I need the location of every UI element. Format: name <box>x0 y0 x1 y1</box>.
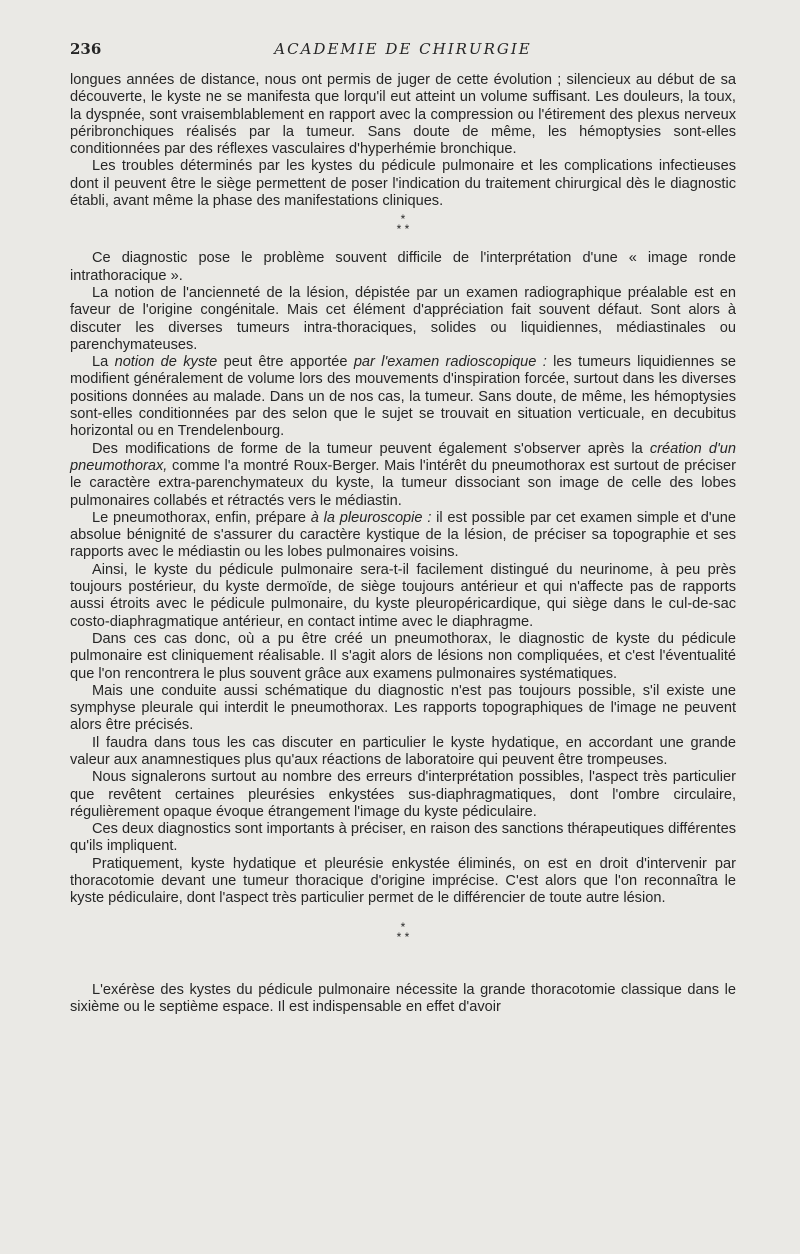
paragraph <box>70 354 736 440</box>
paragraph <box>70 735 736 770</box>
paragraph <box>70 441 736 510</box>
paragraph <box>70 631 736 683</box>
paragraph <box>70 769 736 821</box>
paragraph <box>70 982 736 1017</box>
italic-text: par l'examen radioscopique : <box>353 354 547 371</box>
text-run: longues années de distance, nous ont permis de juger de cette évolution ; silencieux au début de sa découverte, le kyste ne se manifesta que lorqu'il eut atteint un volume suffisant. Les douleurs, la toux, la dyspnée, sont vraisemblablement en rapport avec la compression ou l'étirement des plexus nerveux péribronchiques réalisés par la tumeur. Sans doute de même, les hémoptysies sont-elles conditionnées par des réflexes vasculaires d'hyperhémie bronchique. <box>70 72 736 158</box>
paragraph <box>70 856 736 908</box>
text-run: Les troubles déterminés par les kystes du pédicule pulmonaire et les complications infectieuses dont il peuvent être le siège permettent de poser l'indication du traitement chirurgical dès le diagnostic établi, avant même la phase des manifestations cliniques. <box>70 158 736 210</box>
text-run: Ce diagnostic pose le problème souvent difficile de l'interprétation d'une « image ronde intrathoracique ». <box>70 250 736 284</box>
text-run: Ces deux diagnostics sont importants à préciser, en raison des sanctions thérapeutiques différentes qu'ils impliquent. <box>70 821 736 855</box>
italic-text: notion de kyste <box>114 354 218 371</box>
text-run: Ainsi, le kyste du pédicule pulmonaire sera-t-il facilement distingué du neurinome, à peu près toujours postérieur, du kyste dermoïde, de siège toujours antérieur et qui n'affecte pas de rapports aussi étroits avec le pédicule pulmonaire, du kyste pleuropéricardique, qui siège dans le cul-de-sac costo-diaphragmatique antérieur, en contact intime avec le diaphragme. <box>70 561 736 630</box>
paragraph <box>70 285 736 354</box>
text-run: Des modifications de forme de la tumeur peuvent également s'observer après la <box>92 440 650 457</box>
text-run: comme l'a montré Roux-Berger. Mais l'intérêt du pneumothorax est surtout de préciser le caractère extra-parenchymateux du kyste, la tumeur dissociant son image de celle des lobes pulmonaires collabés et rétractés vers le médiastin. <box>70 457 736 509</box>
text-run: Le pneumothorax, enfin, prépare <box>92 509 311 526</box>
running-title: ACADEMIE DE CHIRURGIE <box>274 40 532 58</box>
text-run: Mais une conduite aussi schématique du diagnostic n'est pas toujours possible, s'il existe une symphyse pleurale qui interdit le pneumothorax. Les rapports topographiques de l'image ne peuvent alors être précisés. <box>70 682 736 734</box>
text-run: les tumeurs liquidiennes se modifient généralement de volume lors des mouvements d'inspiration forcée, surtout dans les diverses positions données au malade. Dans un de nos cas, la tumeur. Sans doute, de même, les hémoptysies sont-elles conditionnées par des selon que le sujet se trouvait en situation verticuale, en decubitus horizontal ou en Trendelenbourg. <box>70 354 736 440</box>
italic-text: à la pleuroscopie : <box>310 509 432 526</box>
text-run: il est possible par cet examen simple et d'une absolue bénignité de s'assurer du caractère kystique de la lésion, de préciser sa topographie et ses rapports avec le médiastin ou les lobes pulmonaires voisins. <box>70 509 737 561</box>
text-run: Pratiquement, kyste hydatique et pleurésie enkystée éliminés, on est en droit d'intervenir par thoracotomie devant une tumeur thoracique d'origine imprécise. C'est alors que l'on reconnaîtra le kyste pédiculaire, dont l'aspect très particulier permet de le différencier de toute autre lésion. <box>70 855 736 907</box>
italic-text: création d'un pneumothorax, <box>70 440 736 474</box>
paragraph <box>70 821 736 856</box>
section-separator: * * * <box>396 919 410 944</box>
section-separator: * * * <box>396 212 410 237</box>
text-run: Il faudra dans tous les cas discuter en particulier le kyste hydatique, en accordant une grande valeur aux anamnestiques plus qu'aux réactions de laboratoire qui peuvent être trompeuses. <box>70 734 736 768</box>
paragraph <box>70 683 736 735</box>
text-run: La notion de l'ancienneté de la lésion, dépistée par un examen radiographique préalable est en faveur de l'origine congénitale. Mais cet élément d'appréciation fait souvent défaut. Sont alors à discuter les diverses tumeurs intra-thoraciques, solides ou liquidiennes, médiastinales ou parenchymateuses. <box>70 284 736 353</box>
paragraph <box>70 72 736 158</box>
page-number: 236 <box>70 40 102 58</box>
body-text <box>70 72 736 1016</box>
paragraph <box>70 510 736 562</box>
page-header <box>70 40 736 62</box>
text-run: Dans ces cas donc, où a pu être créé un pneumothorax, le diagnostic de kyste du pédicule pulmonaire est cliniquement réalisable. Il s'agit alors de lésions non compliquées, et c'est l'éventualité que l'on rencontrera le plus souvent grâce aux examens pulmonaires systématiques. <box>70 630 736 682</box>
text-run: L'exérèse des kystes du pédicule pulmonaire nécessite la grande thoracotomie classique dans le sixième ou le septième espace. Il est indispensable en effet d'avoir <box>70 981 736 1015</box>
text-run: peut être apportée <box>217 354 354 371</box>
paragraph <box>70 158 736 210</box>
text-run: Nous signalerons surtout au nombre des erreurs d'interprétation possibles, l'aspect très particulier que revêtent certaines pleurésies enkystées sus-diaphragmatiques, dont l'ombre circulaire, régulièrement opaque évoque étrangement l'image du kyste pédiculaire. <box>70 769 736 820</box>
paragraph <box>70 250 736 285</box>
text-run: La <box>92 354 115 371</box>
paragraph <box>70 562 736 631</box>
